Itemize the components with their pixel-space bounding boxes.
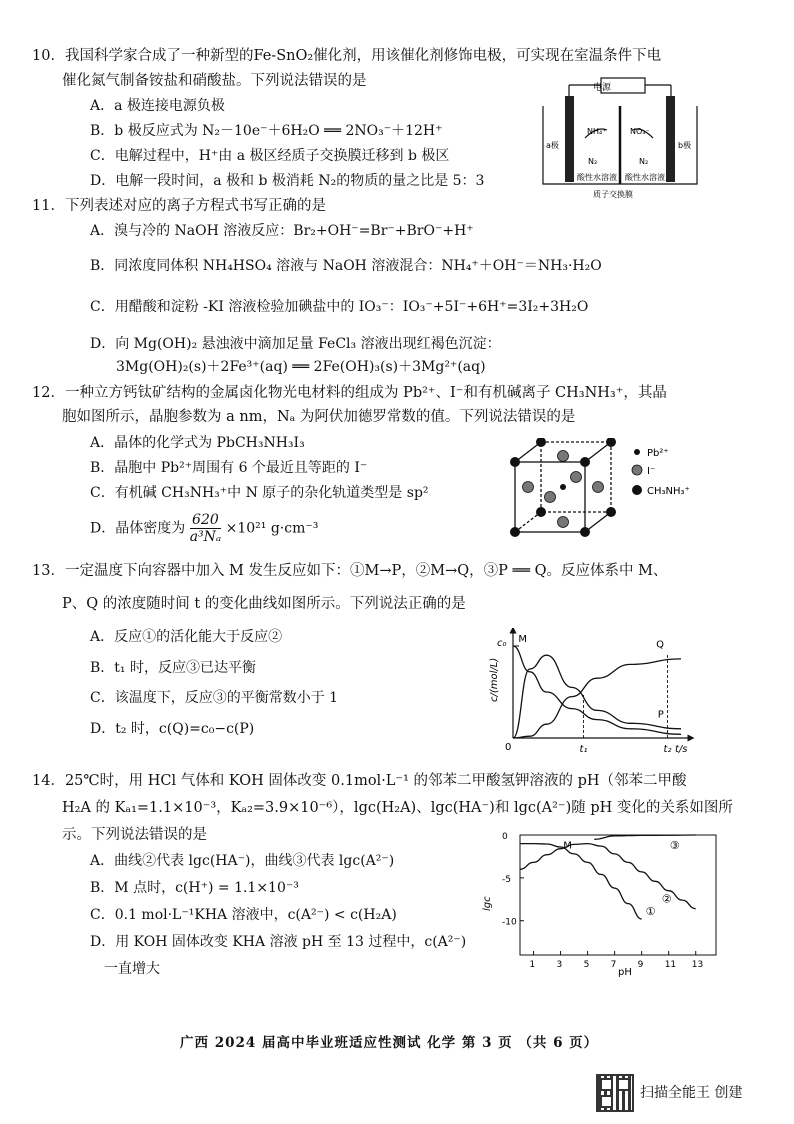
x-tick-label-11: 11 xyxy=(664,960,677,970)
point-m-label: M xyxy=(563,840,572,852)
q14-stem-line3: 示。下列说法错误的是 xyxy=(62,827,207,843)
series-line-③ xyxy=(594,835,695,839)
q10-option-a: A．a 极连接电源负极 xyxy=(90,98,225,114)
q10-stem-line2: 催化氮气制备铵盐和硝酸盐。下列说法错误的是 xyxy=(62,73,367,89)
membrane-label: 质子交换膜 xyxy=(593,190,633,199)
power-label: 电源 xyxy=(593,83,612,93)
x-tick-label-1: 1 xyxy=(529,960,536,970)
q13-stem-line1: 13．一定温度下向容器中加入 M 发生反应如下：①M→P，②M→Q，③P ══ Q。反应体系中 M、 xyxy=(32,563,668,579)
electrode-b-label: b极 xyxy=(678,141,692,150)
q13-origin-label: 0 xyxy=(505,742,512,753)
q13-x-label: t/s xyxy=(675,744,688,755)
x-tick-label-5: 5 xyxy=(583,960,590,970)
x-tick-label-9: 9 xyxy=(637,960,644,970)
series-label-M: M xyxy=(518,634,528,646)
q14-lgc-ph-chart xyxy=(480,825,724,977)
scanner-watermark: 扫描全能王 创建 xyxy=(640,1085,743,1101)
electrode-a xyxy=(565,96,574,182)
no3-label: NO₃⁻ xyxy=(630,127,650,136)
q10-option-c: C．电解过程中，H⁺由 a 极区经质子交换膜迁移到 b 极区 xyxy=(90,148,450,164)
legend-ch3nh3-label: CH₃NH₃⁺ xyxy=(647,486,690,497)
q13-option-b: B．t₁ 时，反应③已达平衡 xyxy=(90,660,256,676)
q12-option-b: B．晶胞中 Pb²⁺周围有 6 个最近且等距的 I⁻ xyxy=(90,460,368,476)
q13-option-d: D．t₂ 时，c(Q)=c₀−c(P) xyxy=(90,721,255,737)
q14-option-b: B．M 点时，c(H⁺) = 1.1×10⁻³ xyxy=(90,880,299,896)
page-footer: 广西 2024 届高中毕业班适应性测试 化学 第 3 页 （共 6 页） xyxy=(180,1035,599,1051)
q14-plot-frame xyxy=(520,835,716,955)
density-denominator: a³Nₐ xyxy=(189,529,222,545)
q13-option-a: A．反应①的活化能大于反应② xyxy=(90,629,283,645)
electrode-a-label: a极 xyxy=(546,141,559,150)
q11-option-a: A．溴与冷的 NaOH 溶液反应：Br₂+OH⁻=Br⁻+BrO⁻+H⁺ xyxy=(90,223,474,239)
q14-option-a: A．曲线②代表 lgc(HA⁻)，曲线③代表 lgc(A²⁻) xyxy=(90,853,395,869)
q13-c0-label: c₀ xyxy=(497,638,507,649)
y-tick-label--10: -10 xyxy=(502,917,517,928)
q11-option-c: C．用醋酸和淀粉 -KI 溶液检验加碘盐中的 IO₃⁻：IO₃⁻+5I⁻+6H⁺=3I₂+3H₂O xyxy=(90,299,589,315)
q10-stem-line1: 10．我国科学家合成了一种新型的Fe-SnO₂催化剂，用该催化剂修饰电极，可实现在室温条件下电 xyxy=(32,48,662,64)
nh4-label: NH₄⁺ xyxy=(587,127,607,136)
y-tick-label-0: 0 xyxy=(502,832,508,842)
q11-option-b: B．同浓度同体积 NH₄HSO₄ 溶液与 NaOH 溶液混合：NH₄⁺＋OH⁻＝NH₃·H₂O xyxy=(90,258,602,274)
electrolysis-diagram xyxy=(535,76,705,202)
series-label-①: ① xyxy=(645,905,656,918)
q13-stem-line2: P、Q 的浓度随时间 t 的变化曲线如图所示。下列说法正确的是 xyxy=(62,596,466,612)
y-tick-label--5: -5 xyxy=(502,874,511,885)
q13-concentration-chart xyxy=(485,628,697,756)
q12-d-prefix: D．晶体密度为 xyxy=(90,520,186,537)
q13-y-label: c/(mol/L) xyxy=(489,657,500,702)
series-line-P xyxy=(513,655,681,738)
q11-stem: 11．下列表述对应的离子方程式书写正确的是 xyxy=(32,198,326,214)
legend-pb-label: Pb²⁺ xyxy=(647,448,669,459)
q12-stem-line1: 12．一种立方钙钛矿结构的金属卤化物光电材料的组成为 Pb²⁺、I⁻和有机碱离子 CH₃NH₃⁺，其晶 xyxy=(32,385,667,401)
q12-option-c: C．有机碱 CH₃NH₃⁺中 N 原子的杂化轨道类型是 sp² xyxy=(90,485,429,501)
qr-code xyxy=(598,1076,632,1110)
density-numerator: 620 xyxy=(190,512,221,529)
series-line-① xyxy=(520,844,642,919)
q13-option-c: C．该温度下，反应③的平衡常数小于 1 xyxy=(90,690,339,706)
series-line-M xyxy=(513,646,681,734)
q10-option-d: D．电解一段时间，a 极和 b 极消耗 N₂的物质的量之比是 5：3 xyxy=(90,173,485,189)
x-tick-label-1: t₁ xyxy=(579,744,588,755)
x-tick-label-7: 7 xyxy=(610,960,617,970)
q14-option-d-line2: 一直增大 xyxy=(104,961,160,977)
n2-left-label: N₂ xyxy=(588,157,598,166)
series-label-Q: Q xyxy=(656,639,664,651)
q10-option-b: B．b 极反应式为 N₂－10e⁻＋6H₂O ══ 2NO₃⁻＋12H⁺ xyxy=(90,123,443,139)
q12-option-a: A．晶体的化学式为 PbCH₃NH₃I₃ xyxy=(90,435,305,451)
legend-iodide-marker xyxy=(632,465,642,475)
pb-body-center-ion xyxy=(560,484,566,490)
q14-x-label: pH xyxy=(618,967,632,977)
legend-ch3nh3-marker xyxy=(632,485,642,495)
legend-iodide-label: I⁻ xyxy=(647,466,656,477)
q11-option-d-equation: 3Mg(OH)₂(s)＋2Fe³⁺(aq) ══ 2Fe(OH)₃(s)＋3Mg²⁺(aq) xyxy=(116,359,486,375)
q12-stem-line2: 胞如图所示，晶胞参数为 a nm，Nₐ 为阿伏加德罗常数的值。下列说法错误的是 xyxy=(62,409,576,425)
series-label-③: ③ xyxy=(669,839,680,852)
crystal-cell-diagram xyxy=(505,438,705,538)
x-tick-label-13: 13 xyxy=(691,960,704,970)
x-tick-label-3: 3 xyxy=(556,960,563,970)
q12-d-suffix: ×10²¹ g·cm⁻³ xyxy=(225,520,319,537)
electrode-b xyxy=(666,96,675,182)
q11-option-d-line1: D．向 Mg(OH)₂ 悬浊液中滴加足量 FeCl₃ 溶液出现红褐色沉淀： xyxy=(90,336,501,352)
q14-stem-line1: 14．25℃时，用 HCl 气体和 KOH 固体改变 0.1mol·L⁻¹ 的邻苯二甲酸氢钾溶液的 pH（邻苯二甲酸 xyxy=(32,773,687,789)
n2-right-label: N₂ xyxy=(639,157,649,166)
q12-option-d xyxy=(90,512,318,545)
x-tick-label-2: t₂ xyxy=(663,744,672,755)
density-fraction xyxy=(190,512,221,545)
series-label-P: P xyxy=(657,709,664,721)
left-solution-label: 酸性水溶液 xyxy=(577,173,617,182)
series-label-②: ② xyxy=(661,892,672,906)
right-solution-label: 酸性水溶液 xyxy=(625,173,665,182)
q14-option-d-line1: D．用 KOH 固体改变 KHA 溶液 pH 至 13 过程中，c(A²⁻) xyxy=(90,934,467,950)
legend-pb-marker xyxy=(634,449,640,455)
q14-stem-line2: H₂A 的 Kₐ₁=1.1×10⁻³，Kₐ₂=3.9×10⁻⁶），lgc(H₂A)、lgc(HA⁻)和 lgc(A²⁻)随 pH 变化的关系如图所 xyxy=(62,800,733,816)
q14-y-label: lgc xyxy=(482,896,493,911)
q14-option-c: C．0.1 mol·L⁻¹KHA 溶液中，c(A²⁻) < c(H₂A) xyxy=(90,907,397,923)
